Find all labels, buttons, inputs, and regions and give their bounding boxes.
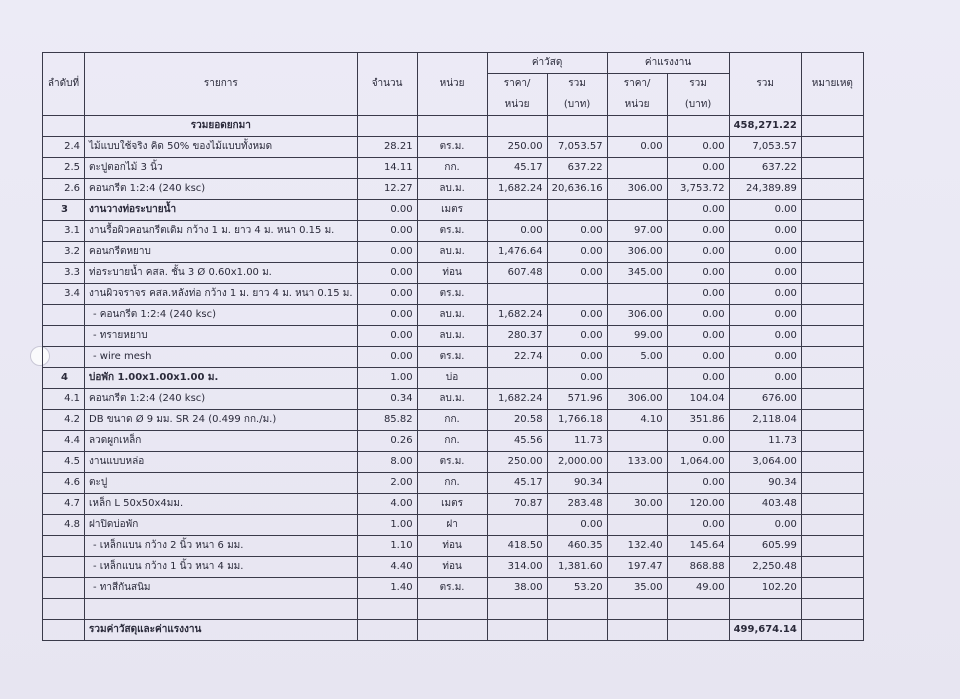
cell-qty: 85.82 xyxy=(357,410,417,431)
cell-qty: 4.40 xyxy=(357,557,417,578)
cell-no: 4.7 xyxy=(43,494,85,515)
table-row xyxy=(43,326,864,347)
cell-total: 637.22 xyxy=(729,158,801,179)
cell-remark xyxy=(801,557,863,578)
cell-unit: ท่อน xyxy=(417,557,487,578)
cell-unit: ท่อน xyxy=(417,263,487,284)
cell-labor-price xyxy=(607,431,667,452)
cell-remark xyxy=(801,431,863,452)
cell-labor-price xyxy=(607,158,667,179)
cell-qty: 0.00 xyxy=(357,326,417,347)
cell-item: เหล็ก L 50x50x4มม. xyxy=(85,494,358,515)
cell-unit: กก. xyxy=(417,431,487,452)
cell-total: 0.00 xyxy=(729,326,801,347)
cell-total: 0.00 xyxy=(729,515,801,536)
table-row xyxy=(43,200,864,221)
cell-unit: ลบ.ม. xyxy=(417,305,487,326)
cell-material-sum: 0.00 xyxy=(547,347,607,368)
cell-material-sum: 460.35 xyxy=(547,536,607,557)
cell-unit: ตร.ม. xyxy=(417,284,487,305)
cell-labor-sum: 868.88 xyxy=(667,557,729,578)
carried-forward-row xyxy=(43,116,864,137)
cell-total: 90.34 xyxy=(729,473,801,494)
table-row xyxy=(43,305,864,326)
cell-labor-sum: 0.00 xyxy=(667,263,729,284)
table-row xyxy=(43,515,864,536)
cell-material-sum: 2,000.00 xyxy=(547,452,607,473)
cell-remark xyxy=(801,515,863,536)
cell-item: - เหล็กแบน กว้าง 1 นิ้ว หนา 4 มม. xyxy=(85,557,358,578)
cell-remark xyxy=(801,200,863,221)
cost-estimate-table xyxy=(42,52,864,641)
cell-no: 4.8 xyxy=(43,515,85,536)
cell-qty: 28.21 xyxy=(357,137,417,158)
cell-unit: ตร.ม. xyxy=(417,221,487,242)
cell-qty: 0.00 xyxy=(357,200,417,221)
cell-labor-sum: 120.00 xyxy=(667,494,729,515)
table-row xyxy=(43,221,864,242)
cell-item: ท่อระบายน้ำ คสล. ชั้น 3 Ø 0.60x1.00 ม. xyxy=(85,263,358,284)
cell-labor-price: 345.00 xyxy=(607,263,667,284)
cell-item: DB ขนาด Ø 9 มม. SR 24 (0.499 กก./ม.) xyxy=(85,410,358,431)
cell-material-price: 1,476.64 xyxy=(487,242,547,263)
cell-no: 3 xyxy=(43,200,85,221)
cell-item: งานแบบหล่อ xyxy=(85,452,358,473)
cell-labor-sum: 0.00 xyxy=(667,347,729,368)
header-material-group: ค่าวัสดุ xyxy=(487,53,607,74)
cell-material-price: 45.17 xyxy=(487,158,547,179)
cell-remark xyxy=(801,242,863,263)
cell-qty: 1.40 xyxy=(357,578,417,599)
cell-unit: ลบ.ม. xyxy=(417,389,487,410)
cell-unit: เมตร xyxy=(417,200,487,221)
cell-material-price xyxy=(487,200,547,221)
cell-unit: บ่อ xyxy=(417,368,487,389)
cell-labor-sum: 49.00 xyxy=(667,578,729,599)
cell-unit: กก. xyxy=(417,410,487,431)
cell-unit: ลบ.ม. xyxy=(417,179,487,200)
cell-labor-sum: 0.00 xyxy=(667,242,729,263)
cell-labor-price: 197.47 xyxy=(607,557,667,578)
cell-material-price: 250.00 xyxy=(487,452,547,473)
cell-remark xyxy=(801,158,863,179)
cell-qty: 0.34 xyxy=(357,389,417,410)
table-row xyxy=(43,473,864,494)
cell-material-price: 45.56 xyxy=(487,431,547,452)
table-row xyxy=(43,347,864,368)
header-mat-price-2: หน่วย xyxy=(487,95,547,116)
table-row xyxy=(43,368,864,389)
cell-labor-price xyxy=(607,368,667,389)
cell-unit: ตร.ม. xyxy=(417,578,487,599)
cell-labor-sum: 104.04 xyxy=(667,389,729,410)
cell-remark xyxy=(801,536,863,557)
cell-item: คอนกรีตหยาบ xyxy=(85,242,358,263)
carried-forward-total: 458,271.22 xyxy=(729,116,801,137)
cell-material-sum: 7,053.57 xyxy=(547,137,607,158)
cell-material-price: 0.00 xyxy=(487,221,547,242)
cell-qty: 0.00 xyxy=(357,347,417,368)
table-row xyxy=(43,284,864,305)
header-labor-group: ค่าแรงงาน xyxy=(607,53,729,74)
cell-material-price: 314.00 xyxy=(487,557,547,578)
cell-item: ตะปูตอกไม้ 3 นิ้ว xyxy=(85,158,358,179)
cell-labor-sum: 0.00 xyxy=(667,515,729,536)
cell-labor-price: 306.00 xyxy=(607,242,667,263)
cell-qty: 1.10 xyxy=(357,536,417,557)
cell-labor-sum: 0.00 xyxy=(667,368,729,389)
cell-remark xyxy=(801,179,863,200)
cell-material-sum: 283.48 xyxy=(547,494,607,515)
table-row xyxy=(43,410,864,431)
cell-qty: 1.00 xyxy=(357,515,417,536)
cell-total: 0.00 xyxy=(729,284,801,305)
cell-labor-sum: 0.00 xyxy=(667,137,729,158)
cell-material-sum: 53.20 xyxy=(547,578,607,599)
cell-item: - ทรายหยาบ xyxy=(85,326,358,347)
cell-labor-sum: 0.00 xyxy=(667,431,729,452)
cell-remark xyxy=(801,452,863,473)
table-body xyxy=(43,116,864,599)
cell-total: 605.99 xyxy=(729,536,801,557)
cell-remark xyxy=(801,347,863,368)
cell-item: งานผิวจราจร คสล.หลังท่อ กว้าง 1 ม. ยาว 4 ม. หนา 0.15 ม. xyxy=(85,284,358,305)
cell-labor-sum: 0.00 xyxy=(667,284,729,305)
cell-item: - เหล็กแบน กว้าง 2 นิ้ว หนา 6 มม. xyxy=(85,536,358,557)
cell-material-sum: 0.00 xyxy=(547,263,607,284)
cell-material-price: 22.74 xyxy=(487,347,547,368)
cell-total: 102.20 xyxy=(729,578,801,599)
cell-no: 4 xyxy=(43,368,85,389)
cell-labor-price: 30.00 xyxy=(607,494,667,515)
cell-labor-sum: 3,753.72 xyxy=(667,179,729,200)
cell-no: 4.1 xyxy=(43,389,85,410)
cell-remark xyxy=(801,137,863,158)
table-row xyxy=(43,263,864,284)
table-row xyxy=(43,389,864,410)
cell-no: 4.6 xyxy=(43,473,85,494)
cell-unit: ท่อน xyxy=(417,536,487,557)
cell-unit: กก. xyxy=(417,473,487,494)
table-row xyxy=(43,137,864,158)
cell-material-sum: 637.22 xyxy=(547,158,607,179)
cell-unit: ลบ.ม. xyxy=(417,326,487,347)
cell-unit: เมตร xyxy=(417,494,487,515)
cell-remark xyxy=(801,263,863,284)
cell-item: - ทาสีกันสนิม xyxy=(85,578,358,599)
cell-labor-price: 132.40 xyxy=(607,536,667,557)
cell-remark xyxy=(801,368,863,389)
blank-row xyxy=(43,599,864,620)
cell-total: 2,250.48 xyxy=(729,557,801,578)
cell-labor-price xyxy=(607,515,667,536)
cell-labor-price: 5.00 xyxy=(607,347,667,368)
cell-unit: ตร.ม. xyxy=(417,452,487,473)
cell-total: 403.48 xyxy=(729,494,801,515)
cell-material-price: 280.37 xyxy=(487,326,547,347)
cell-qty: 0.00 xyxy=(357,242,417,263)
cell-no xyxy=(43,326,85,347)
cell-no: 4.5 xyxy=(43,452,85,473)
cell-material-price: 20.58 xyxy=(487,410,547,431)
cell-material-price xyxy=(487,515,547,536)
cell-total: 0.00 xyxy=(729,200,801,221)
cell-item: คอนกรีต 1:2:4 (240 ksc) xyxy=(85,179,358,200)
cell-total: 0.00 xyxy=(729,305,801,326)
cell-material-price: 38.00 xyxy=(487,578,547,599)
cell-material-price xyxy=(487,284,547,305)
cell-total: 2,118.04 xyxy=(729,410,801,431)
cell-labor-sum: 145.64 xyxy=(667,536,729,557)
cell-qty: 14.11 xyxy=(357,158,417,179)
cell-unit: ฝา xyxy=(417,515,487,536)
cell-material-price: 418.50 xyxy=(487,536,547,557)
cell-labor-sum: 0.00 xyxy=(667,473,729,494)
cell-labor-price xyxy=(607,284,667,305)
cell-qty: 0.00 xyxy=(357,305,417,326)
cell-no xyxy=(43,536,85,557)
cell-item: ตะปู xyxy=(85,473,358,494)
cell-labor-sum: 0.00 xyxy=(667,158,729,179)
cell-total: 0.00 xyxy=(729,347,801,368)
cell-remark xyxy=(801,221,863,242)
cell-total: 0.00 xyxy=(729,242,801,263)
cell-material-price: 607.48 xyxy=(487,263,547,284)
cell-material-sum: 0.00 xyxy=(547,242,607,263)
cell-total: 0.00 xyxy=(729,368,801,389)
cell-total: 24,389.89 xyxy=(729,179,801,200)
cell-material-price: 45.17 xyxy=(487,473,547,494)
cell-total: 0.00 xyxy=(729,221,801,242)
cell-no: 3.1 xyxy=(43,221,85,242)
cell-remark xyxy=(801,326,863,347)
cell-item: - wire mesh xyxy=(85,347,358,368)
cell-remark xyxy=(801,494,863,515)
cell-no: 2.5 xyxy=(43,158,85,179)
cell-labor-price: 35.00 xyxy=(607,578,667,599)
cell-labor-price: 306.00 xyxy=(607,389,667,410)
grand-total-value: 499,674.14 xyxy=(729,620,801,641)
cell-labor-sum: 1,064.00 xyxy=(667,452,729,473)
cell-labor-price: 4.10 xyxy=(607,410,667,431)
cell-no: 4.2 xyxy=(43,410,85,431)
cell-material-sum: 0.00 xyxy=(547,515,607,536)
grand-total-row xyxy=(43,620,864,641)
cell-material-sum xyxy=(547,284,607,305)
cell-no xyxy=(43,305,85,326)
cell-material-sum: 11.73 xyxy=(547,431,607,452)
cell-qty: 2.00 xyxy=(357,473,417,494)
cell-labor-sum: 0.00 xyxy=(667,326,729,347)
cell-labor-price: 0.00 xyxy=(607,137,667,158)
header-no: ลำดับที่ xyxy=(43,53,85,116)
cell-material-sum: 571.96 xyxy=(547,389,607,410)
cell-labor-price xyxy=(607,200,667,221)
cell-item: ไม้แบบใช้จริง คิด 50% ของไม้แบบทั้งหมด xyxy=(85,137,358,158)
header-lab-price-1: ราคา/ xyxy=(607,74,667,95)
cell-item: งานรื้อผิวคอนกรีตเดิม กว้าง 1 ม. ยาว 4 ม. หนา 0.15 ม. xyxy=(85,221,358,242)
cell-unit: ตร.ม. xyxy=(417,347,487,368)
header-lab-price-2: หน่วย xyxy=(607,95,667,116)
cell-total: 676.00 xyxy=(729,389,801,410)
cell-remark xyxy=(801,473,863,494)
cell-qty: 8.00 xyxy=(357,452,417,473)
cell-labor-price: 99.00 xyxy=(607,326,667,347)
table-row xyxy=(43,158,864,179)
cell-material-sum xyxy=(547,200,607,221)
cell-material-sum: 0.00 xyxy=(547,305,607,326)
header-lab-sum-1: รวม xyxy=(667,74,729,95)
cell-no: 3.3 xyxy=(43,263,85,284)
cell-item: ลวดผูกเหล็ก xyxy=(85,431,358,452)
table-row xyxy=(43,242,864,263)
cell-item: คอนกรีต 1:2:4 (240 ksc) xyxy=(85,389,358,410)
table-row xyxy=(43,557,864,578)
table-row xyxy=(43,431,864,452)
header-item: รายการ xyxy=(85,53,358,116)
cell-total: 3,064.00 xyxy=(729,452,801,473)
cell-material-sum: 0.00 xyxy=(547,221,607,242)
cell-qty: 0.00 xyxy=(357,284,417,305)
carried-forward-label: รวมยอดยกมา xyxy=(85,116,358,137)
cell-labor-price xyxy=(607,473,667,494)
table-header xyxy=(43,53,864,116)
cell-total: 11.73 xyxy=(729,431,801,452)
cell-remark xyxy=(801,578,863,599)
header-unit: หน่วย xyxy=(417,53,487,116)
cell-qty: 0.00 xyxy=(357,221,417,242)
cell-material-price: 1,682.24 xyxy=(487,305,547,326)
cell-labor-price: 306.00 xyxy=(607,305,667,326)
cell-item: - คอนกรีต 1:2:4 (240 ksc) xyxy=(85,305,358,326)
cell-item: งานวางท่อระบายน้ำ xyxy=(85,200,358,221)
cell-labor-sum: 0.00 xyxy=(667,305,729,326)
cell-unit: กก. xyxy=(417,158,487,179)
cell-no: 4.4 xyxy=(43,431,85,452)
cell-material-sum: 1,766.18 xyxy=(547,410,607,431)
cell-total: 7,053.57 xyxy=(729,137,801,158)
cell-labor-price: 97.00 xyxy=(607,221,667,242)
cell-labor-sum: 0.00 xyxy=(667,221,729,242)
cell-no xyxy=(43,347,85,368)
cell-material-sum: 1,381.60 xyxy=(547,557,607,578)
table-row xyxy=(43,179,864,200)
cell-total: 0.00 xyxy=(729,263,801,284)
cell-material-price xyxy=(487,368,547,389)
cell-labor-sum: 0.00 xyxy=(667,200,729,221)
cell-no: 3.2 xyxy=(43,242,85,263)
header-remark: หมายเหตุ xyxy=(801,53,863,116)
cell-qty: 0.00 xyxy=(357,263,417,284)
cell-material-sum: 90.34 xyxy=(547,473,607,494)
cell-labor-price: 306.00 xyxy=(607,179,667,200)
cell-remark xyxy=(801,410,863,431)
cell-labor-sum: 351.86 xyxy=(667,410,729,431)
cell-material-sum: 0.00 xyxy=(547,326,607,347)
cell-material-price: 70.87 xyxy=(487,494,547,515)
cell-material-sum: 0.00 xyxy=(547,368,607,389)
table-row xyxy=(43,578,864,599)
header-mat-sum-1: รวม xyxy=(547,74,607,95)
cell-material-price: 1,682.24 xyxy=(487,389,547,410)
cell-labor-price: 133.00 xyxy=(607,452,667,473)
header-total: รวม xyxy=(729,53,801,116)
grand-total-label: รวมค่าวัสดุและค่าแรงงาน xyxy=(85,620,358,641)
cell-unit: ลบ.ม. xyxy=(417,242,487,263)
cell-remark xyxy=(801,284,863,305)
cell-remark xyxy=(801,389,863,410)
cell-no: 2.4 xyxy=(43,137,85,158)
cell-qty: 0.26 xyxy=(357,431,417,452)
cell-item: บ่อพัก 1.00x1.00x1.00 ม. xyxy=(85,368,358,389)
cell-qty: 4.00 xyxy=(357,494,417,515)
header-mat-price-1: ราคา/ xyxy=(487,74,547,95)
cell-qty: 12.27 xyxy=(357,179,417,200)
header-qty: จำนวน xyxy=(357,53,417,116)
cell-no xyxy=(43,578,85,599)
cell-material-price: 250.00 xyxy=(487,137,547,158)
header-lab-sum-2: (บาท) xyxy=(667,95,729,116)
table-row xyxy=(43,452,864,473)
table-footer xyxy=(43,599,864,641)
header-mat-sum-2: (บาท) xyxy=(547,95,607,116)
table-row xyxy=(43,536,864,557)
cell-no: 2.6 xyxy=(43,179,85,200)
cell-item: ฝาปิดบ่อพัก xyxy=(85,515,358,536)
table-row xyxy=(43,494,864,515)
cell-remark xyxy=(801,305,863,326)
cell-unit: ตร.ม. xyxy=(417,137,487,158)
cell-qty: 1.00 xyxy=(357,368,417,389)
cell-no xyxy=(43,557,85,578)
cell-material-price: 1,682.24 xyxy=(487,179,547,200)
cell-material-sum: 20,636.16 xyxy=(547,179,607,200)
cell-no: 3.4 xyxy=(43,284,85,305)
